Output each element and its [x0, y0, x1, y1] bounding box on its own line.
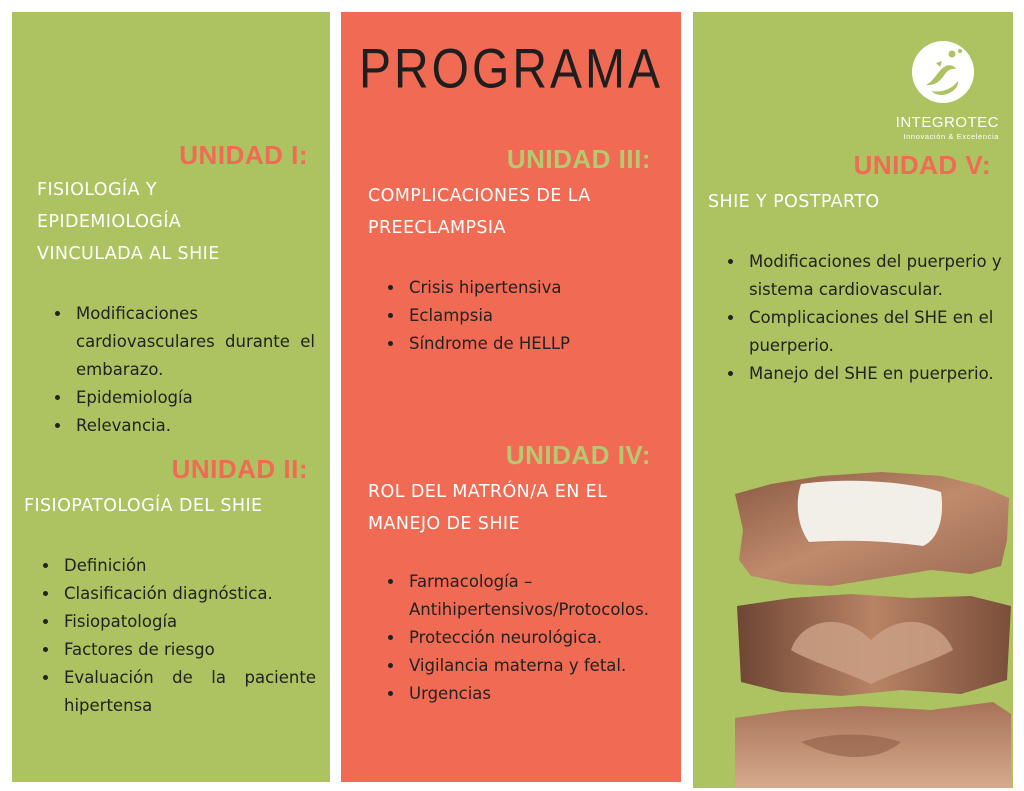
list-item: • Urgencias: [405, 680, 667, 708]
list-item: • Modificaciones cardiovasculares durante el embarazo.: [72, 300, 315, 384]
unit-3-list: [377, 274, 685, 358]
list-item: • Clasificación diagnóstica.: [60, 580, 316, 608]
list-item: • Fisiopatología: [60, 608, 316, 636]
unit-4-title: UNIDAD IV:: [505, 440, 651, 470]
unit-4-subtitle-line: MANEJO DE SHIE: [368, 514, 520, 534]
list-item: • Factores de riesgo: [60, 636, 316, 664]
unit-2-title: UNIDAD II:: [171, 454, 308, 484]
unit-1-list: [44, 300, 315, 440]
logo-tagline: Innovación & Excelencia: [903, 132, 999, 141]
unit-5-subtitle-line: SHIE Y POSTPARTO: [708, 192, 880, 212]
unit-3-subtitle: [368, 180, 591, 244]
unit-5-subtitle: [708, 186, 880, 218]
unit-1-subtitle-line: EPIDEMIOLOGÍA: [37, 212, 182, 232]
list-item: • Evaluación de la paciente hipertensa: [60, 664, 316, 720]
list-item: • Manejo del SHE en puerperio.: [745, 360, 1023, 388]
list-item: • Vigilancia materna y fetal.: [405, 652, 667, 680]
photo-bra: [798, 481, 942, 546]
unit-1-subtitle-line: FISIOLOGÍA Y: [37, 180, 157, 200]
list-item: • Farmacología – Antihipertensivos/Protocolos.: [405, 568, 667, 624]
unit-3-subtitle-line: COMPLICACIONES DE LA: [368, 186, 591, 206]
list-item: • Crisis hipertensiva: [405, 274, 685, 302]
list-item: • Relevancia.: [72, 412, 315, 440]
unit-4-subtitle-line: ROL DEL MATRÓN/A EN EL: [368, 482, 608, 502]
page-title: PROGRAMA: [358, 39, 664, 100]
list-item: • Complicaciones del SHE en el puerperio.: [745, 304, 1023, 360]
pregnancy-photo: [731, 470, 1013, 788]
unit-1-title: UNIDAD I:: [179, 140, 308, 170]
unit-2-subtitle: [24, 490, 262, 522]
list-item: • Síndrome de HELLP: [405, 330, 685, 358]
unit-5-list: [717, 248, 1023, 388]
unit-3-title: UNIDAD III:: [506, 144, 651, 174]
logo-name: INTEGROTEC: [895, 114, 999, 131]
logo-icon: [912, 41, 974, 103]
unit-3-subtitle-line: PREECLAMPSIA: [368, 218, 506, 238]
panel-center: [341, 12, 681, 782]
panel-right: [693, 12, 1013, 788]
unit-4-list: [377, 568, 667, 708]
list-item: • Eclampsia: [405, 302, 685, 330]
list-item: • Modificaciones del puerperio y sistema cardiovascular.: [745, 248, 1023, 304]
unit-1-subtitle-line: VINCULADA AL SHIE: [37, 244, 220, 264]
unit-4-subtitle: [368, 476, 607, 540]
unit-5-title: UNIDAD V:: [853, 150, 991, 180]
unit-2-subtitle-line: FISIOPATOLOGÍA DEL SHIE: [24, 496, 263, 516]
panel-left: [12, 12, 330, 782]
logo-mark: [912, 41, 974, 103]
list-item: • Epidemiología: [72, 384, 315, 412]
unit-1-subtitle: [37, 174, 220, 270]
list-item: • Protección neurológica.: [405, 624, 667, 652]
unit-2-list: [32, 552, 316, 720]
list-item: • Definición: [60, 552, 316, 580]
